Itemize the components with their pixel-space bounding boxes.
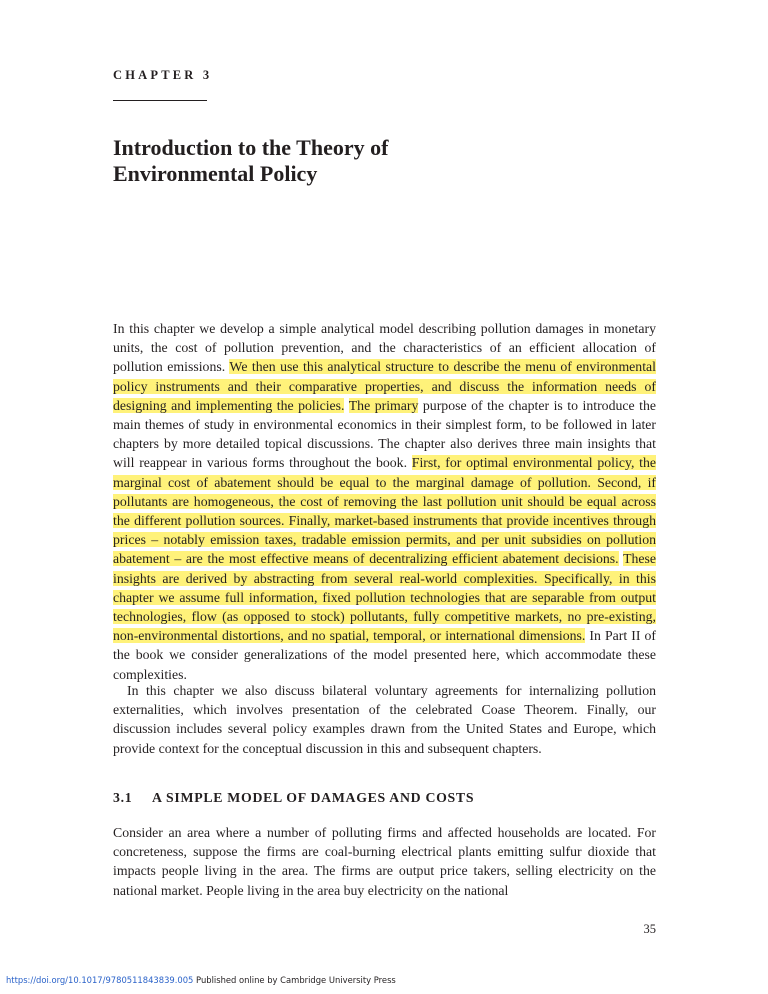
intro-text-2: purpose of the chapter is to introduce the main themes of study in environmental economics in their simplest form, to be followed in later chapters by more detailed topical discussions. The chapter also derives three main insights that will reappear in various forms throughout the book. bbox=[113, 397, 656, 471]
section-title: A SIMPLE MODEL OF DAMAGES AND COSTS bbox=[152, 790, 475, 805]
chapter-rule bbox=[113, 100, 207, 101]
intro-text-1: In this chapter we develop a simple analytical model describing pollution damages in monetary units, the cost of pollution prevention, and the characteristics of an efficient allocation of pollution emissions. bbox=[113, 321, 656, 375]
chapter-title-line-2: Environmental Policy bbox=[113, 161, 318, 186]
section-heading bbox=[113, 790, 474, 806]
chapter-title bbox=[113, 135, 388, 187]
intro-paragraph bbox=[113, 319, 656, 684]
intro-text-4: In Part II of the book we consider generalizations of the model presented here, which accommodate these complexities. bbox=[113, 628, 656, 682]
bilateral-text: In this chapter we also discuss bilateral voluntary agreements for internalizing pollution externalities, which involves presentation of the celebrated Coase Theorem. Finally, our discussion includes several policy examples drawn from the United States and Europe, which provide context for the conceptual discussion in this and subsequent chapters. bbox=[113, 683, 656, 756]
doi-link[interactable]: https://doi.org/10.1017/9780511843839.005 bbox=[6, 975, 194, 985]
chapter-title-line-1: Introduction to the Theory of bbox=[113, 135, 389, 160]
bilateral-paragraph bbox=[113, 681, 656, 758]
section-paragraph bbox=[113, 823, 656, 900]
section-text: Consider an area where a number of polluting firms and affected households are located. For concreteness, suppose the firms are coal-burning electrical plants emitting sulfur dioxide that impacts people living in the area. The firms are output price takers, selling electricity on the national market. People living in the area buy electricity on the national bbox=[113, 825, 656, 898]
page-number: 35 bbox=[643, 922, 656, 936]
chapter-label: CHAPTER 3 bbox=[113, 68, 213, 82]
publisher-note: Published online by Cambridge University Press bbox=[193, 975, 396, 985]
footer bbox=[6, 975, 396, 985]
highlight-5: These insights are derived by abstracting from several real-world complexities. Specifically, in this chapter we assume full information, fixed pollution technologies that are separable from output technologies, flow (as opposed to stock) pollutants, fully competitive markets, no pre-existing, non-environmental distortions, and no spatial, temporal, or international dimensions. bbox=[113, 551, 657, 644]
highlight-1: We then use this analytical structure to describe the menu of environmental policy instruments and their comparative properties, and discuss the information needs of designing and implementing the policies. bbox=[113, 359, 656, 413]
highlight-3: First, for optimal environmental policy, the marginal cost of abatement should be equal to the marginal damage of pollution. Second, if pollutants are homogeneous, the cost of removing the last pollution unit should be equal across the different pollution sources. bbox=[113, 455, 656, 529]
highlight-2: The primary bbox=[348, 397, 419, 413]
section-number: 3.1 bbox=[113, 790, 133, 805]
highlight-4: Finally, market-based instruments that provide incentives through prices – notably emission taxes, tradable emission permits, and per unit subsidies on pollution abatement – are the most effective means of decentralizing efficient abatement decisions. bbox=[113, 513, 656, 567]
